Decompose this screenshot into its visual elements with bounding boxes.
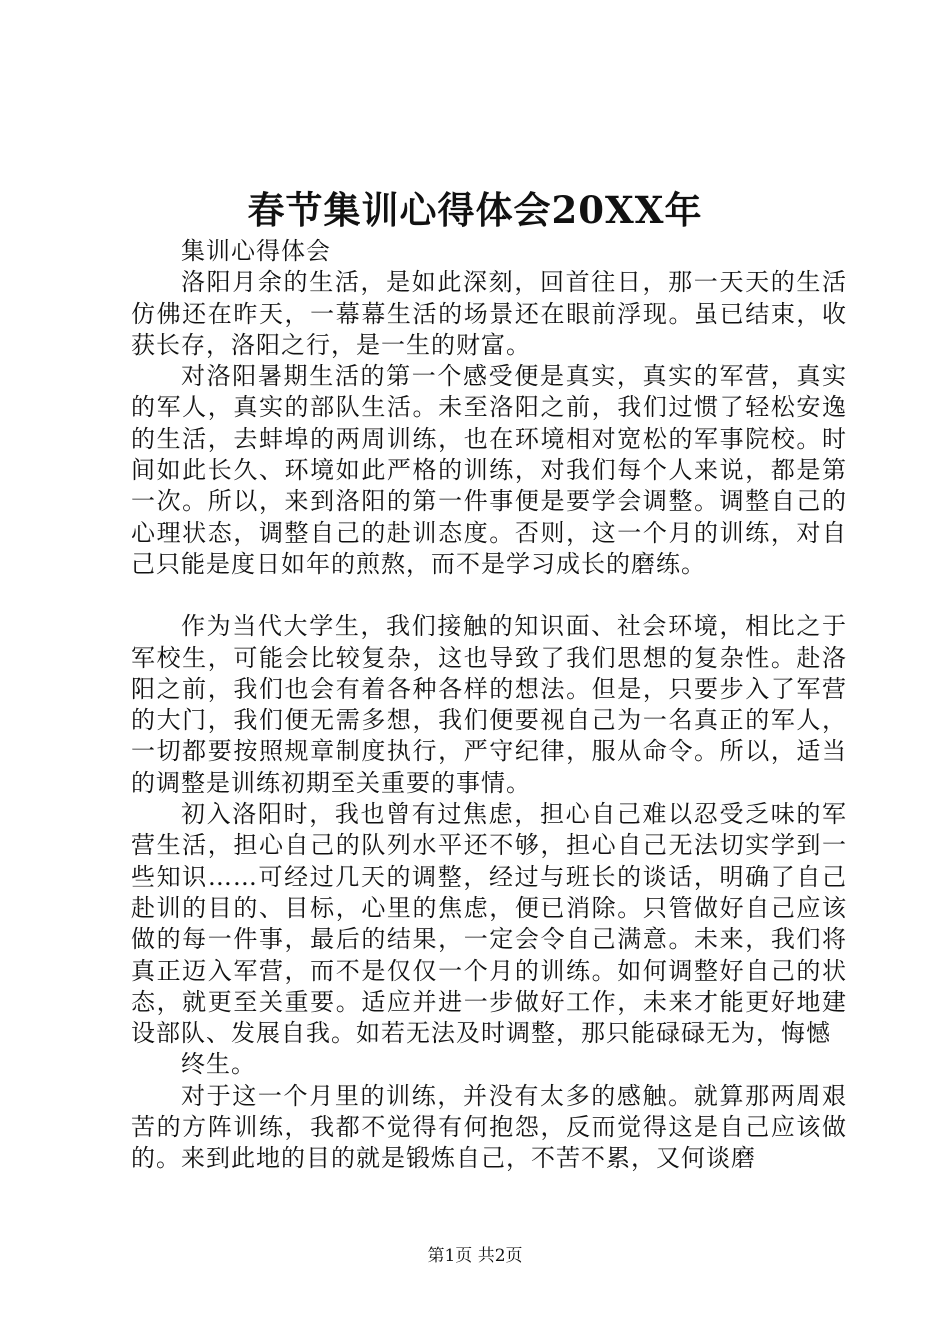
paragraph: 对于这一个月里的训练，并没有太多的感触。就算那两周艰苦的方阵训练，我都不觉得有何抱怨，反而觉得这是自己应该做的。来到此地的目的就是锻炼自己，不苦不累，又何谈磨 — [131, 1081, 847, 1173]
paragraph: 洛阳月余的生活，是如此深刻，回首往日，那一天天的生活仿佛还在昨天，一幕幕生活的场景还在眼前浮现。虽已结束，收获长存，洛阳之行，是一生的财富。 — [131, 268, 847, 359]
paragraph: 作为当代大学生，我们接触的知识面、社会环境，相比之于军校生，可能会比较复杂，这也导致了我们思想的复杂性。赴洛阳之前，我们也会有着各种各样的想法。但是，只要步入了军营的大门，我们便无需多想，我们便要视自己为一名真正的军人，一切都要按照规章制度执行，严守纪律，服从命令。所以，适当的调整是训练初期至关重要的事情。 — [131, 612, 847, 797]
paragraph-heading: 集训心得体会 — [181, 237, 331, 265]
document-title: 春节集训心得体会20XX年 — [247, 188, 703, 232]
paragraph: 初入洛阳时，我也曾有过焦虑，担心自己难以忍受乏味的军营生活，担心自己的队列水平还不够，担心自己无法切实学到一些知识……可经过几天的调整，经过与班长的谈话，明确了自己赴训的目的、目标，心里的焦虑，便已消除。只管做好自己应该做的每一件事，最后的结果，一定会令自己满意。未来，我们将真正迈入军营，而不是仅仅一个月的训练。如何调整好自己的状态，就更至关重要。适应并进一步做好工作，未来才能更好地建设部队、发展自我。如若无法及时调整，那只能碌碌无为，悔憾 — [131, 800, 847, 1048]
paragraph: 对洛阳暑期生活的第一个感受便是真实，真实的军营，真实的军人，真实的部队生活。未至洛阳之前，我们过惯了轻松安逸的生活，去蚌埠的两周训练，也在环境相对宽松的军事院校。时间如此长久、环境如此严格的训练，对我们每个人来说，都是第一次。所以，来到洛阳的第一件事便是要学会调整。调整自己的心理状态，调整自己的赴训态度。否则，这一个月的训练，对自己只能是度日如年的煎熬，而不是学习成长的磨练。 — [131, 362, 847, 578]
document-body — [131, 236, 847, 1175]
page-footer: 第1页 共2页 — [427, 1246, 523, 1266]
paragraph: 终生。 — [181, 1050, 256, 1079]
